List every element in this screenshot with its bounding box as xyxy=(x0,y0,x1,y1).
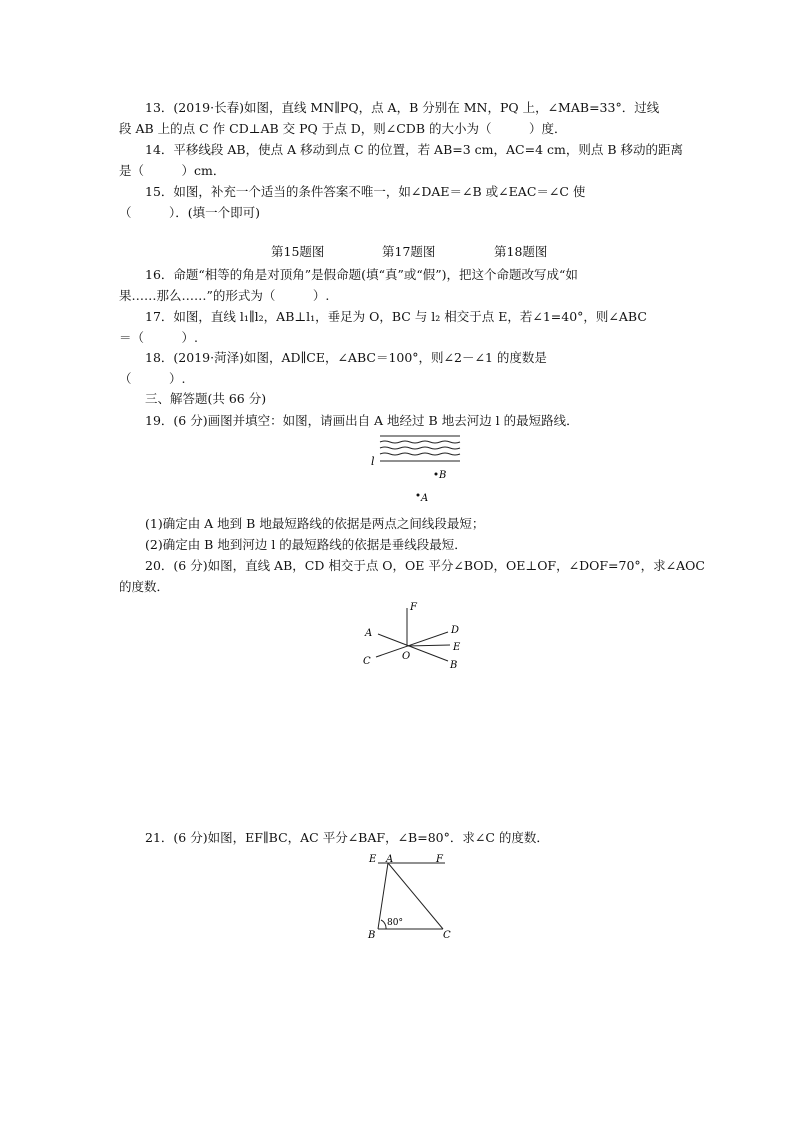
label-E: E xyxy=(453,642,461,653)
label-E: E xyxy=(369,854,377,865)
q21-figure xyxy=(360,850,460,942)
fig18-caption: 第18题图 xyxy=(494,244,548,259)
q18-line2: （ ）. xyxy=(119,371,186,386)
label-B: B xyxy=(450,660,458,671)
label-F: F xyxy=(436,854,443,865)
section3-heading: 三、解答题(共 66 分) xyxy=(145,391,267,406)
q20-figure xyxy=(360,600,470,672)
label-C: C xyxy=(443,930,451,941)
q13-line1: 13．(2019·长春)如图，直线 MN∥PQ，点 A，B 分别在 MN，PQ 上，∠MAB=33°．过线 xyxy=(145,100,660,115)
river-wave-1 xyxy=(380,441,460,443)
q20-line2: 的度数． xyxy=(119,579,170,594)
fig15-caption: 第15题图 xyxy=(271,244,325,259)
point-B xyxy=(435,473,438,476)
q14-line2: 是（ ）cm． xyxy=(119,163,226,178)
q16-line2: 果……那么……”的形式为（ ）. xyxy=(119,288,330,303)
q18-line1: 18．(2019·菏泽)如图，AD∥CE，∠ABC＝100°，则∠2－∠1 的度数是 xyxy=(145,350,547,365)
q19-figure xyxy=(366,432,470,504)
label-F: F xyxy=(410,602,417,613)
label-A: A xyxy=(365,628,373,639)
label-O: O xyxy=(402,651,411,662)
q17-line1: 17．如图，直线 l₁∥l₂，AB⊥l₁，垂足为 O，BC 与 l₂ 相交于点 E，若∠1=40°，则∠ABC xyxy=(145,309,647,324)
q19-line1: 19．(6 分)画图并填空：如图，请画出自 A 地经过 B 地去河边 l 的最短路线． xyxy=(145,413,579,428)
q16-line1: 16．命题“相等的角是对顶角”是假命题(填“真”或“假”)，把这个命题改写成“如 xyxy=(145,267,578,282)
line-AB xyxy=(378,634,448,661)
label-A: A xyxy=(421,493,429,504)
q13-line2: 段 AB 上的点 C 作 CD⊥AB 交 PQ 于点 D，则∠CDB 的大小为（ ）度． xyxy=(119,121,567,136)
label-B: B xyxy=(439,470,447,481)
label-C: C xyxy=(363,656,371,667)
label-D: D xyxy=(451,625,460,636)
q15-line2: （ ）．(填一个即可) xyxy=(119,205,261,220)
river-wave-3 xyxy=(380,453,460,455)
label-B: B xyxy=(368,930,376,941)
q14-line1: 14．平移线段 AB，使点 A 移动到点 C 的位置，若 AB=3 cm，AC=4 cm，则点 B 移动的距离 xyxy=(145,142,683,157)
q19-sub2: (2)确定由 B 地到河边 l 的最短路线的依据是垂线段最短． xyxy=(145,537,467,552)
label-A: A xyxy=(386,854,394,865)
angle-B-label: 80° xyxy=(387,918,403,928)
point-A xyxy=(417,494,420,497)
line-CD xyxy=(376,632,448,657)
q21-line1: 21．(6 分)如图，EF∥BC，AC 平分∠BAF，∠B=80°．求∠C 的度数． xyxy=(145,830,549,845)
ray-OE xyxy=(407,645,450,646)
q17-line2: ＝（ ）. xyxy=(119,330,198,345)
q15-line1: 15．如图，补充一个适当的条件答案不唯一，如∠DAE＝∠B 或∠EAC＝∠C 使 xyxy=(145,184,586,199)
q20-line1: 20．(6 分)如图，直线 AB，CD 相交于点 O，OE 平分∠BOD，OE⊥OF，∠DOF=70°，求∠AOC xyxy=(145,558,705,573)
fig17-caption: 第17题图 xyxy=(382,244,436,259)
q19-sub1: (1)确定由 A 地到 B 地最短路线的依据是两点之间线段最短； xyxy=(145,516,485,531)
river-wave-2 xyxy=(380,447,460,449)
angle-B-arc xyxy=(381,920,386,929)
label-l: l xyxy=(371,455,375,468)
